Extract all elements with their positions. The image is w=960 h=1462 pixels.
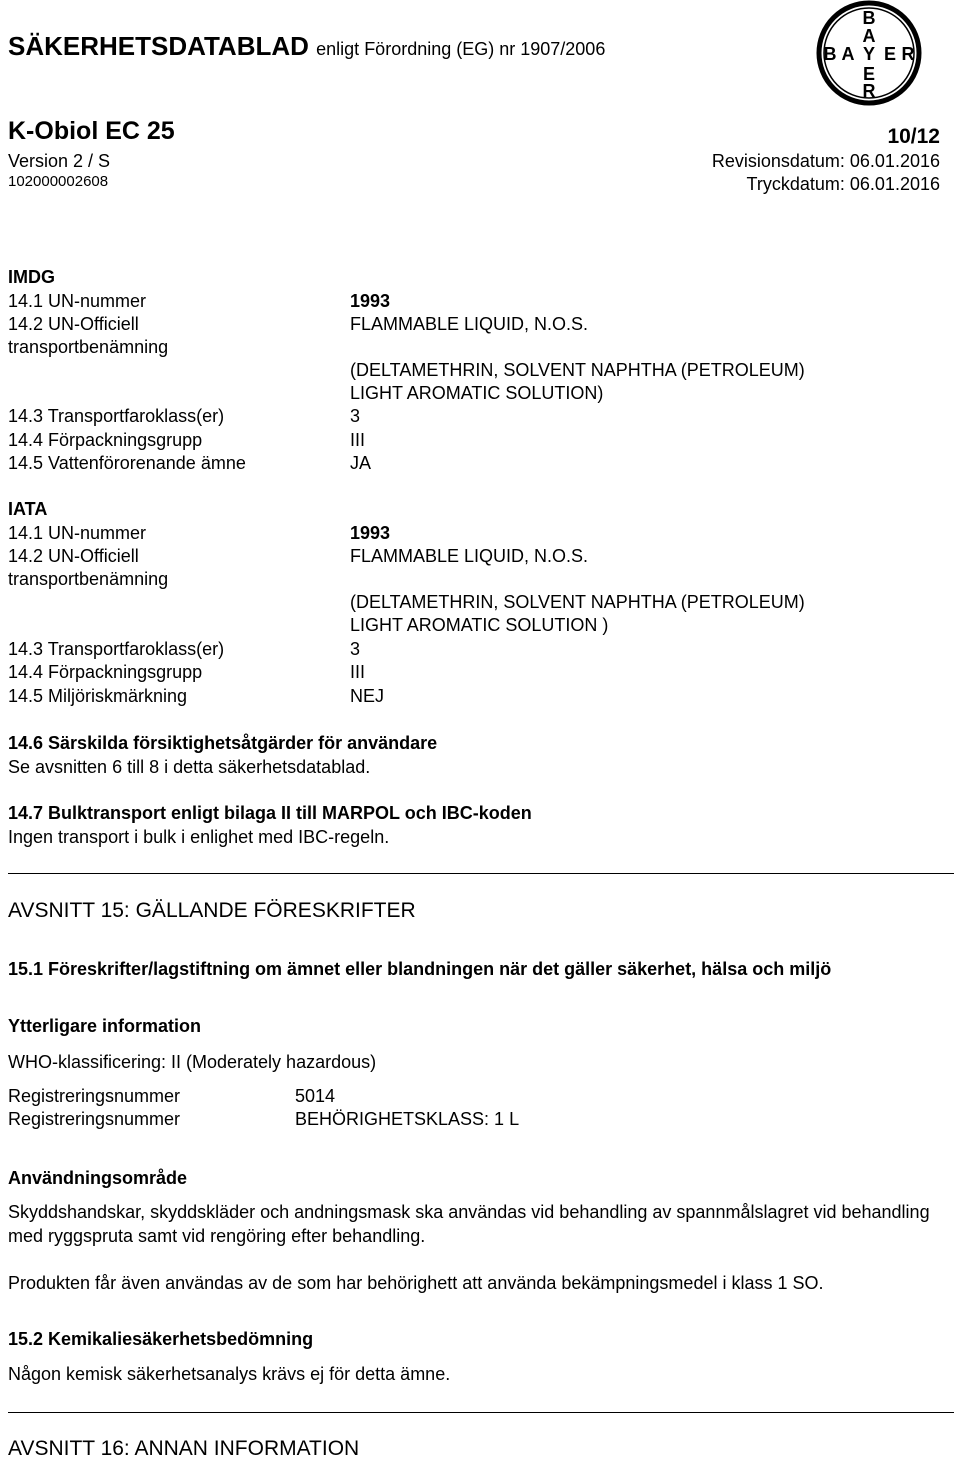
document-subtitle: enligt Förordning (EG) nr 1907/2006 — [316, 39, 606, 59]
iata-label-hazard-class: 14.3 Transportfaroklass(er) — [8, 639, 225, 659]
section-14-6-text: Se avsnitten 6 till 8 i detta säkerhetsdatablad. — [8, 757, 371, 777]
imdg-value-un-number: 1993 — [350, 291, 391, 311]
section-16-title: AVSNITT 16: ANNAN INFORMATION — [8, 1437, 360, 1460]
section-15-1-heading: 15.1 Föreskrifter/lagstiftning om ämnet eller blandningen när det gäller säkerhet, hälsa och miljö — [8, 959, 832, 979]
who-classification: WHO-klassificering: II (Moderately hazardous) — [8, 1052, 377, 1072]
registration-label-1: Registreringsnummer — [8, 1086, 181, 1106]
imdg-value-packing-group: III — [350, 430, 366, 450]
imdg-label-un-number: 14.1 UN-nummer — [8, 291, 147, 311]
iata-label-shipping-name-2: transportbenämning — [8, 569, 169, 589]
svg-text:E: E — [883, 44, 897, 64]
iata-label-un-number: 14.1 UN-nummer — [8, 523, 147, 543]
usage-heading: Användningsområde — [8, 1168, 188, 1188]
registration-value-2: BEHÖRIGHETSKLASS: 1 L — [295, 1109, 520, 1129]
version: Version 2 / S — [8, 151, 111, 171]
imdg-value-marine-pollutant: JA — [350, 453, 372, 473]
imdg-label-packing-group: 14.4 Förpackningsgrupp — [8, 430, 203, 450]
document-title — [8, 30, 605, 65]
revision-date: Revisionsdatum: 06.01.2016 — [711, 151, 940, 171]
section-14-7-text: Ingen transport i bulk i enlighet med IBC-regeln. — [8, 827, 390, 847]
svg-text:B: B — [823, 44, 837, 64]
usage-paragraph-2: Produkten får även användas av de som har behörighett att använda bekämpningsmedel i klass 1 SO. — [8, 1273, 824, 1293]
imdg-label-shipping-name: 14.2 UN-Officiell — [8, 314, 139, 334]
usage-paragraph-1: Skyddshandskar, skyddskläder och andningsmask ska användas vid behandling av spannmålslagret vid behandling med ryggspruta samt vid rengöring efter behandling. — [8, 1202, 930, 1246]
bayer-cross-logo — [816, 0, 922, 106]
page-number: 10/12 — [887, 125, 940, 148]
section-15-2-heading: 15.2 Kemikaliesäkerhetsbedömning — [8, 1329, 314, 1349]
section-divider — [8, 873, 954, 874]
imdg-heading: IMDG — [8, 267, 55, 287]
iata-label-packing-group: 14.4 Förpackningsgrupp — [8, 662, 203, 682]
iata-value-shipping-name-2: (DELTAMETHRIN, SOLVENT NAPHTHA (PETROLEUM) — [350, 592, 805, 612]
imdg-value-shipping-name-2: (DELTAMETHRIN, SOLVENT NAPHTHA (PETROLEUM) — [350, 360, 805, 380]
section-15-2-text: Någon kemisk säkerhetsanalys krävs ej för detta ämne. — [8, 1364, 451, 1384]
registration-label-2: Registreringsnummer — [8, 1109, 181, 1129]
section-14-6-heading: 14.6 Särskilda försiktighetsåtgärder för användare — [8, 733, 438, 753]
svg-text:Y: Y — [862, 44, 876, 64]
svg-text:E: E — [862, 64, 876, 84]
iata-value-shipping-name: FLAMMABLE LIQUID, N.O.S. — [350, 546, 589, 566]
section-divider — [8, 1412, 954, 1413]
iata-value-shipping-name-3: LIGHT AROMATIC SOLUTION ) — [350, 615, 609, 635]
iata-label-environmental: 14.5 Miljöriskmärkning — [8, 686, 188, 706]
imdg-label-marine-pollutant: 14.5 Vattenförorenande ämne — [8, 453, 246, 473]
document-title-main: SÄKERHETSDATABLAD — [8, 31, 309, 61]
imdg-value-shipping-name-3: LIGHT AROMATIC SOLUTION) — [350, 383, 604, 403]
imdg-label-hazard-class: 14.3 Transportfaroklass(er) — [8, 406, 225, 426]
svg-text:A: A — [862, 26, 876, 46]
imdg-value-hazard-class: 3 — [350, 406, 361, 426]
svg-text:R: R — [901, 44, 915, 64]
iata-value-un-number: 1993 — [350, 523, 391, 543]
section-15-title: AVSNITT 15: GÄLLANDE FÖRESKRIFTER — [8, 899, 416, 922]
iata-value-packing-group: III — [350, 662, 366, 682]
section-14-7-heading: 14.7 Bulktransport enligt bilaga II till MARPOL och IBC-koden — [8, 803, 532, 823]
iata-heading: IATA — [8, 499, 48, 519]
iata-value-environmental: NEJ — [350, 686, 385, 706]
imdg-value-shipping-name: FLAMMABLE LIQUID, N.O.S. — [350, 314, 589, 334]
doc-number: 102000002608 — [8, 173, 109, 190]
svg-text:A: A — [841, 44, 855, 64]
iata-value-hazard-class: 3 — [350, 639, 361, 659]
svg-text:B: B — [862, 8, 876, 28]
imdg-label-shipping-name-2: transportbenämning — [8, 337, 169, 357]
extra-info-heading: Ytterligare information — [8, 1016, 202, 1036]
registration-value-1: 5014 — [295, 1086, 336, 1106]
product-name: K-Obiol EC 25 — [8, 117, 175, 145]
iata-label-shipping-name: 14.2 UN-Officiell — [8, 546, 139, 566]
print-date: Tryckdatum: 06.01.2016 — [746, 174, 940, 194]
svg-text:R: R — [862, 81, 876, 101]
